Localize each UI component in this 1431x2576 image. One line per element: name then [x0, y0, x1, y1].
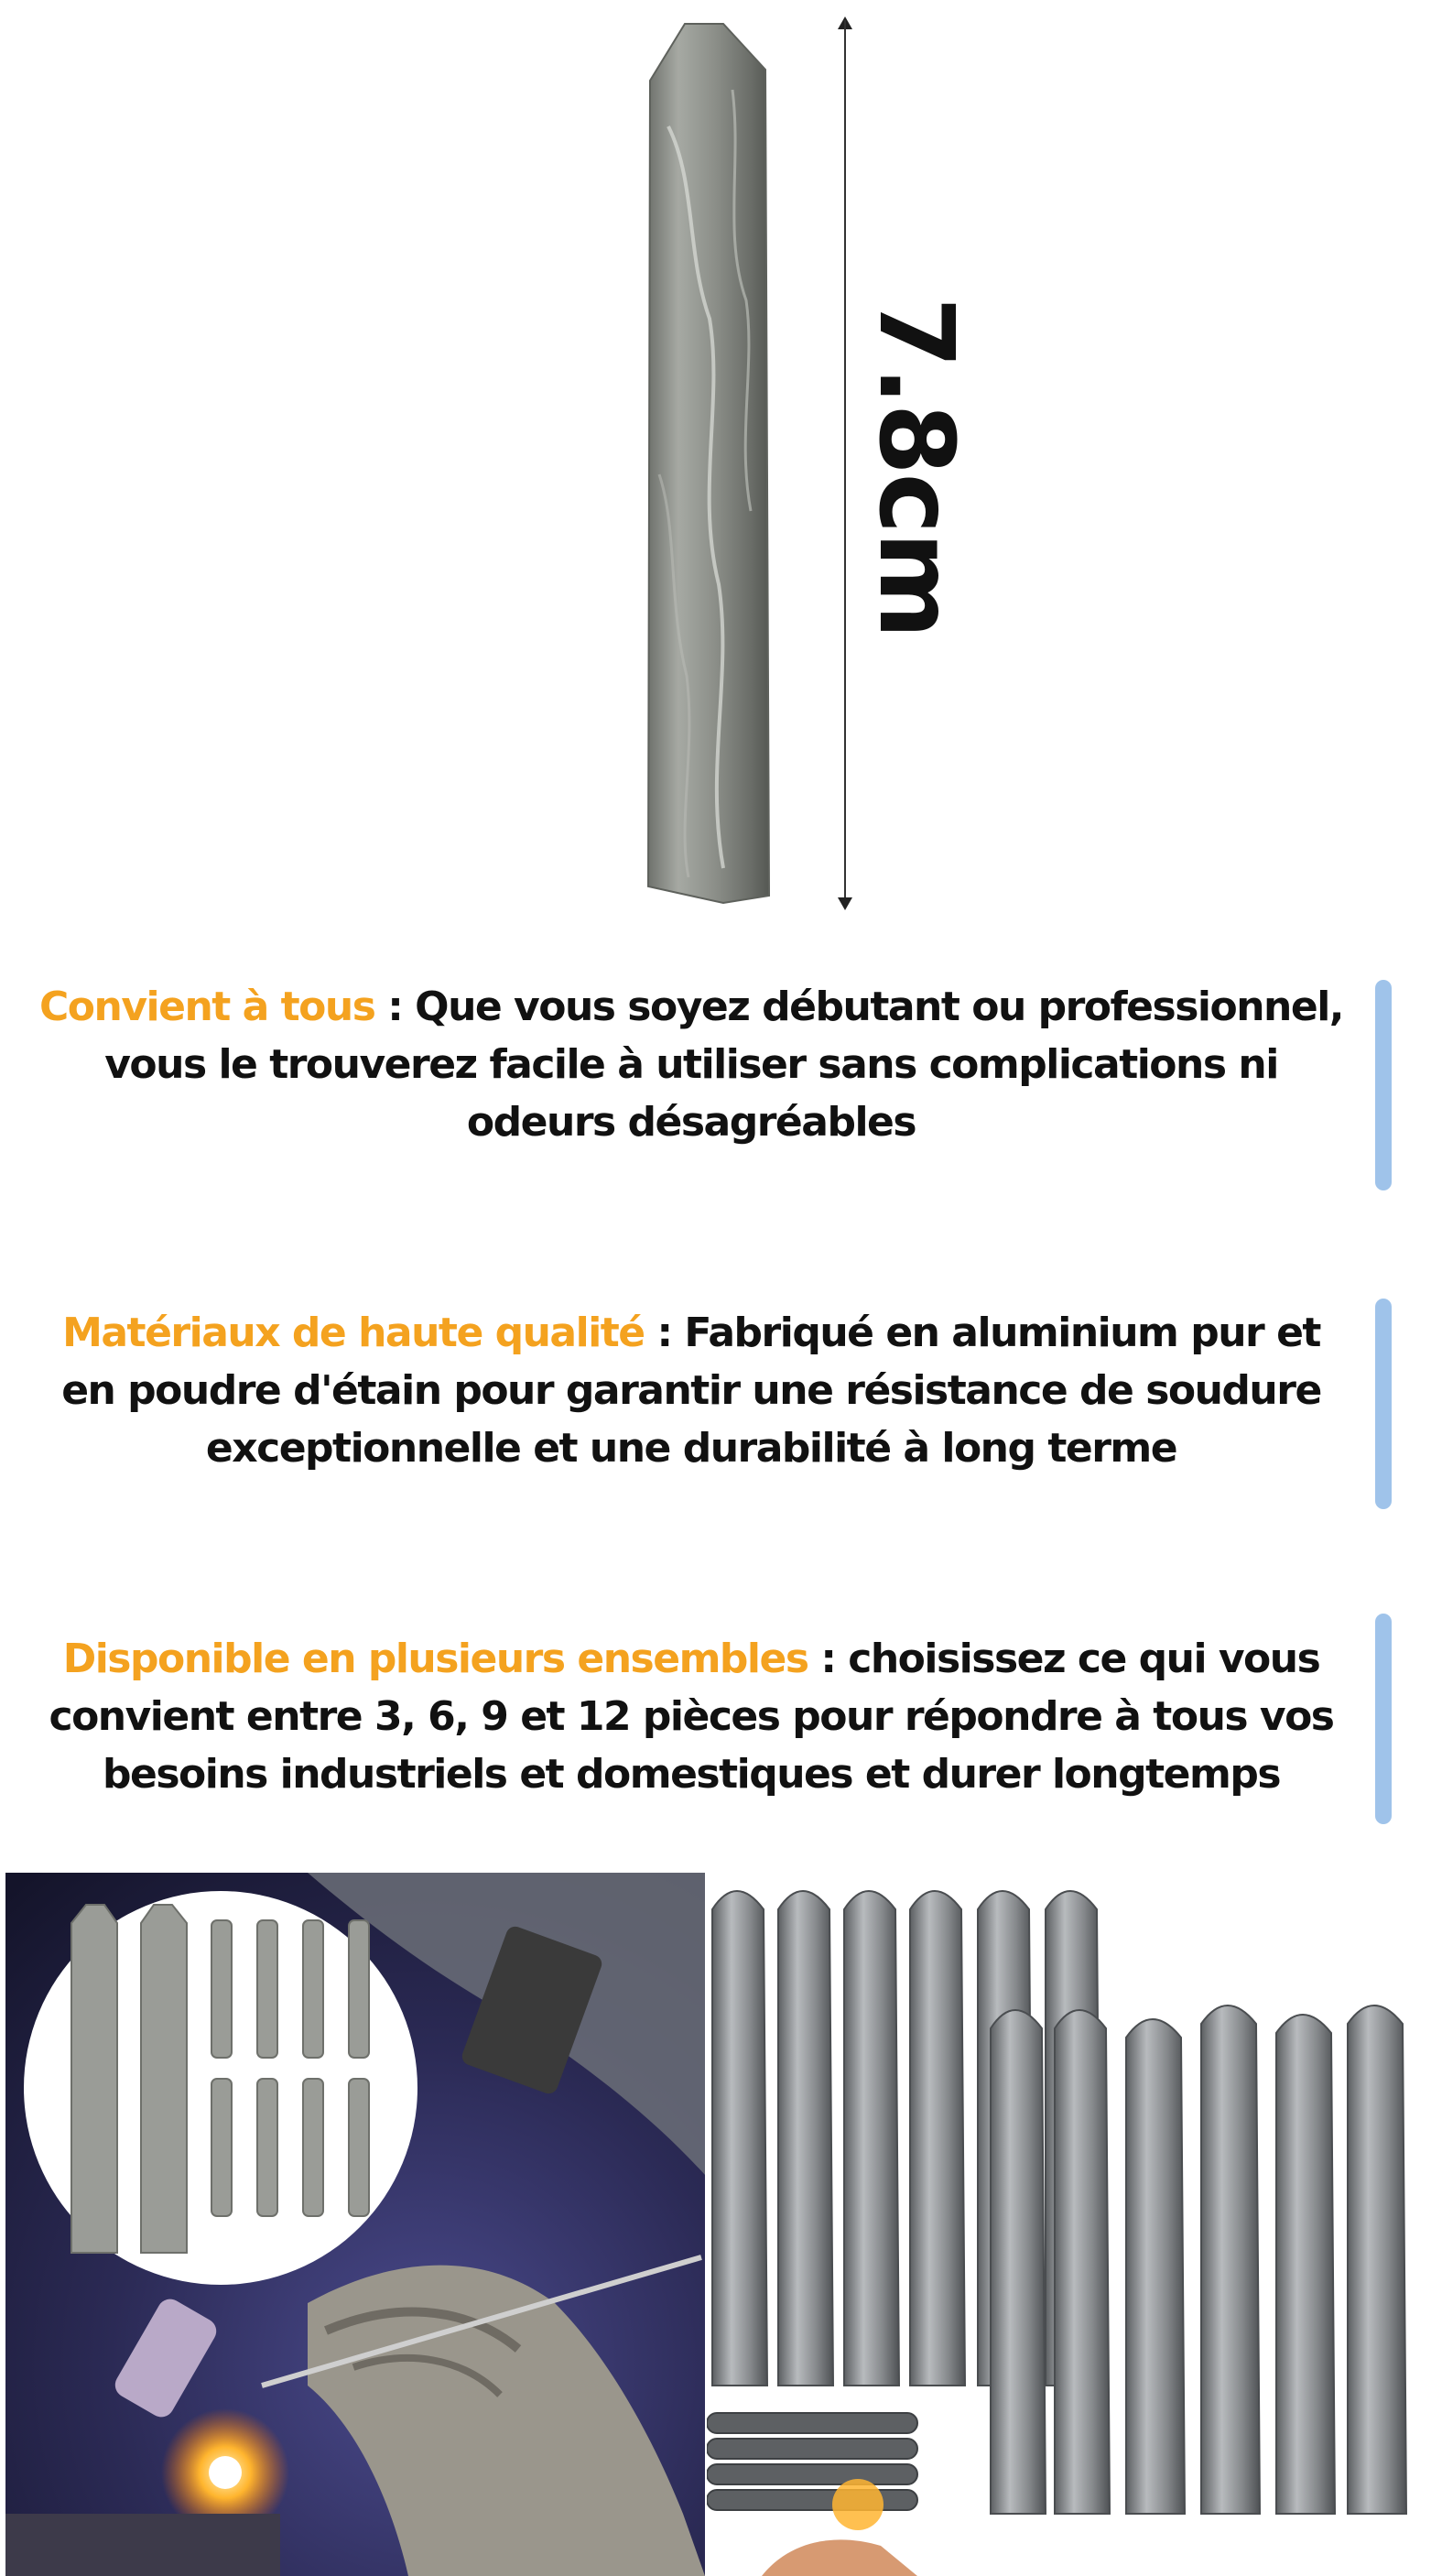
feature-accent-bar [1375, 980, 1392, 1190]
feature-high-quality-materials [27, 1304, 1355, 1477]
feature-line: en poudre d'étain pour garantir une résistance de soudure [61, 1367, 1321, 1414]
dimension-arrow-bottom-icon [838, 897, 852, 910]
feature-highlight: Convient à tous [39, 984, 375, 1030]
feature-suitable-for-all [27, 978, 1355, 1151]
product-photos [0, 1873, 1431, 2576]
feature-accent-bar [1375, 1614, 1392, 1824]
feature-highlight: Disponible en plusieurs ensembles [62, 1636, 808, 1682]
product-hero [0, 0, 1431, 934]
rods-closeup-photo [707, 1873, 1431, 2576]
feature-line: exceptionnelle et une durabilité à long terme [205, 1425, 1177, 1472]
feature-line: : Fabriqué en aluminium pur et [644, 1310, 1320, 1356]
dimension-label: 7.8cm [856, 297, 975, 637]
feature-multiple-sets [27, 1630, 1355, 1803]
feature-line: convient entre 3, 6, 9 et 12 pièces pour répondre à tous vos [49, 1693, 1334, 1740]
feature-text [27, 1304, 1355, 1477]
feature-accent-bar [1375, 1299, 1392, 1509]
feature-text [27, 1630, 1355, 1803]
feature-text [27, 978, 1355, 1151]
welding-scene-photo [5, 1873, 705, 2576]
feature-highlight: Matériaux de haute qualité [62, 1310, 645, 1356]
feature-line: : choisissez ce qui vous [808, 1636, 1320, 1682]
dimension-line [844, 20, 846, 908]
feature-line: vous le trouverez facile à utiliser sans complications ni [104, 1041, 1278, 1088]
welding-rod-image [632, 16, 797, 909]
feature-line: besoins industriels et domestiques et durer longtemps [102, 1751, 1281, 1798]
feature-line: odeurs désagréables [466, 1099, 916, 1146]
feature-line: : Que vous soyez débutant ou professionnel, [374, 984, 1343, 1030]
